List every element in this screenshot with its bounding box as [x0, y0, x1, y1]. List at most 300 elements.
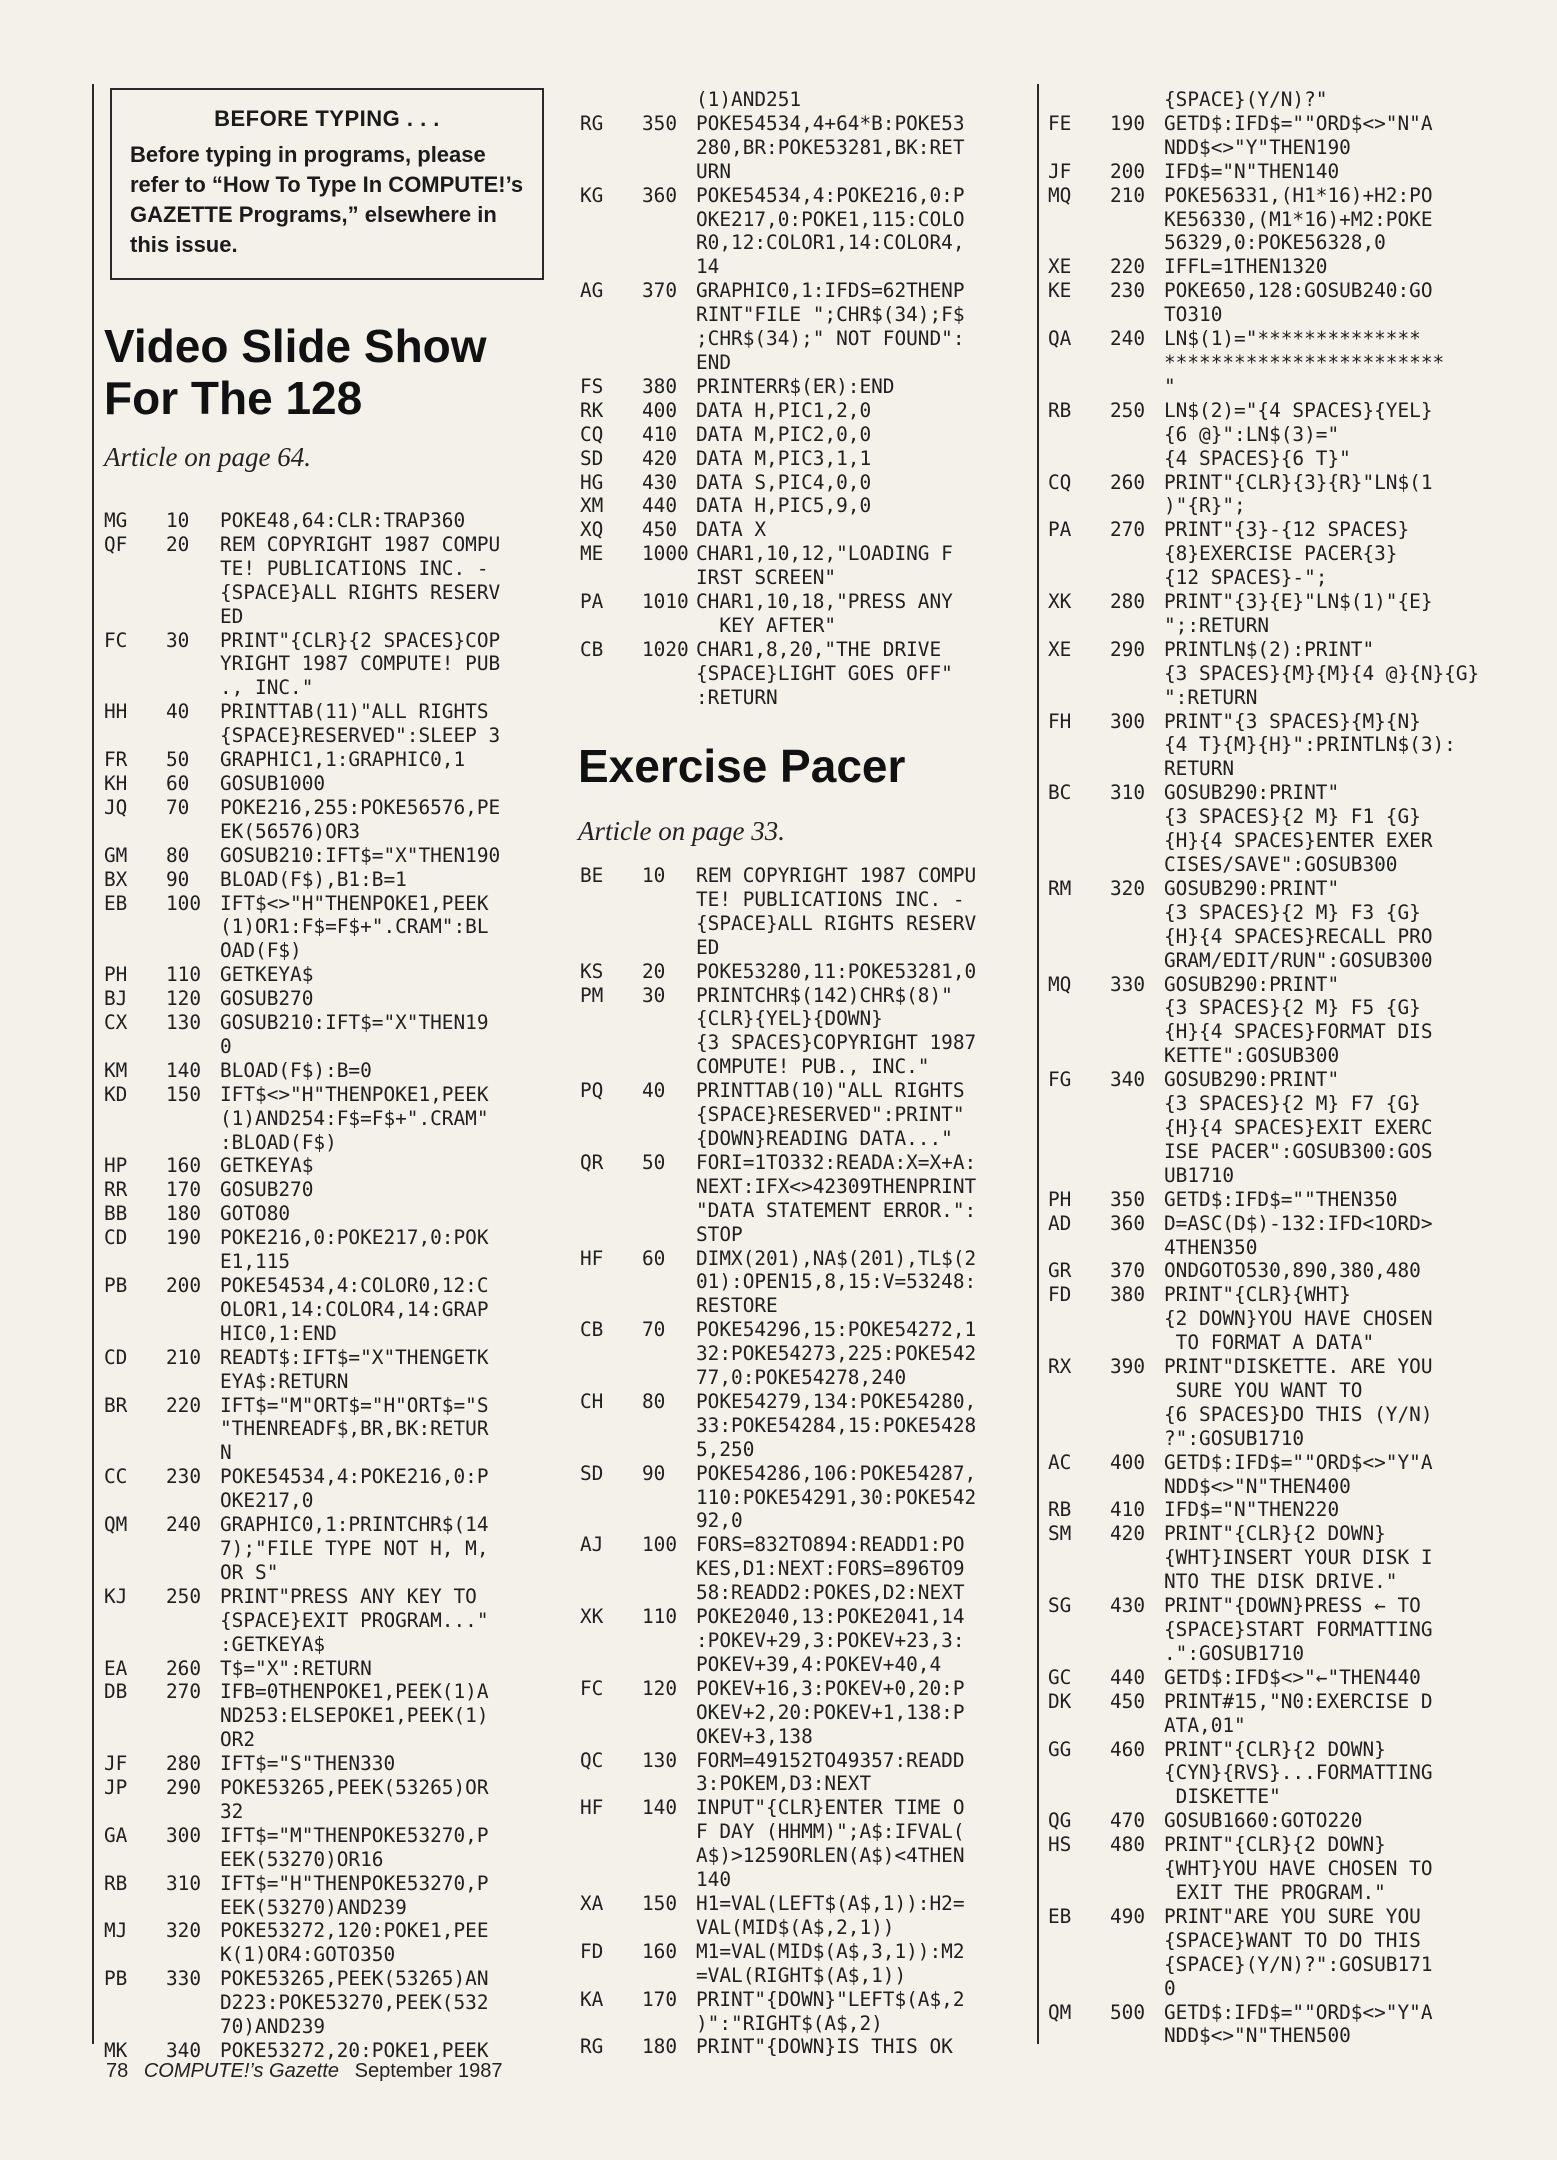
checksum-code: FC — [104, 628, 128, 652]
checksum-code: MQ — [1048, 183, 1072, 207]
checksum-code: QM — [104, 1513, 128, 1537]
listing-line — [580, 1653, 1040, 1677]
line-number — [642, 1629, 696, 1653]
listing-line — [1048, 1164, 1518, 1188]
checksum-code — [1048, 1427, 1110, 1451]
line-text: PRINT"{DOWN}PRESS ← TO — [1164, 1594, 1421, 1618]
listing-line — [104, 1059, 574, 1083]
listing-line — [580, 255, 1040, 279]
checksum-code: AG — [580, 279, 604, 303]
line-number: 220 — [1110, 255, 1146, 279]
checksum-code — [1048, 829, 1110, 853]
listing-line — [580, 1820, 1040, 1844]
line-text: POKE53265,PEEK(53265)AN — [220, 1967, 489, 1991]
checksum-code: KJ — [104, 1584, 128, 1608]
line-number: 210 — [1110, 183, 1146, 207]
listing-line — [104, 1346, 574, 1370]
listing-line — [104, 1800, 574, 1824]
line-number — [1110, 949, 1164, 973]
listing-line — [104, 748, 574, 772]
checksum-code: QC — [580, 1748, 604, 1772]
listing-line — [1048, 877, 1518, 901]
checksum-code — [1048, 1570, 1110, 1594]
checksum-code: XQ — [580, 518, 604, 542]
line-text: LN$(2)="{4 SPACES}{YEL} — [1164, 398, 1433, 422]
line-text: 32 — [220, 1799, 244, 1823]
checksum-code — [104, 1322, 166, 1346]
listing-line — [580, 1605, 1040, 1629]
checksum-code: RG — [580, 111, 604, 135]
checksum-code: RB — [1048, 398, 1072, 422]
line-number: 160 — [642, 1939, 678, 1963]
line-number: 170 — [166, 1178, 202, 1202]
listing-line — [580, 888, 1040, 912]
checksum-code — [1048, 1857, 1110, 1881]
checksum-code: PM — [580, 983, 604, 1007]
column-1 — [104, 320, 554, 473]
checksum-code — [1048, 1331, 1110, 1355]
listing-line — [580, 327, 1040, 351]
program-listing-exercise-pacer-continued — [1048, 88, 1518, 2048]
listing-line — [1048, 1666, 1518, 1690]
listing-line — [580, 1557, 1040, 1581]
listing-line — [580, 590, 1040, 614]
listing-line — [1048, 1905, 1518, 1929]
checksum-code — [1048, 1618, 1110, 1642]
checksum-code: MQ — [1048, 972, 1072, 996]
line-number — [642, 1916, 696, 1940]
checksum-code — [580, 231, 642, 255]
listing-line — [104, 963, 574, 987]
line-number — [642, 1342, 696, 1366]
line-text: POKE53280,11:POKE53281,0 — [696, 959, 977, 983]
line-number — [1110, 733, 1164, 757]
listing-line — [104, 1943, 574, 1967]
line-text: E1,115 — [220, 1250, 291, 1274]
line-number — [1110, 901, 1164, 925]
listing-line — [580, 88, 1040, 112]
line-number — [642, 614, 696, 638]
line-text: GOSUB270 — [220, 987, 314, 1011]
line-number — [642, 662, 696, 686]
listing-line — [580, 1844, 1040, 1868]
checksum-code: RM — [1048, 876, 1072, 900]
line-text: ?":GOSUB1710 — [1164, 1426, 1305, 1450]
listing-line — [1048, 375, 1518, 399]
listing-line — [580, 1366, 1040, 1390]
line-number — [166, 557, 220, 581]
line-text: {H}{4 SPACES}FORMAT DIS — [1164, 1020, 1433, 1044]
listing-line — [580, 1868, 1040, 1892]
listing-line — [1048, 88, 1518, 112]
line-text: POKE48,64:CLR:TRAP360 — [220, 509, 466, 532]
checksum-code — [104, 1991, 166, 2015]
listing-line — [580, 566, 1040, 590]
listing-line — [580, 423, 1040, 447]
listing-line — [580, 1079, 1040, 1103]
checksum-code — [1048, 1881, 1110, 1905]
listing-line — [1048, 279, 1518, 303]
line-number — [166, 676, 220, 700]
line-text: POKE54279,134:POKE54280, — [696, 1389, 977, 1413]
checksum-code: PA — [1048, 518, 1072, 542]
listing-line — [104, 1776, 574, 1800]
line-text: DATA M,PIC2,0,0 — [696, 422, 872, 446]
line-number — [642, 255, 696, 279]
checksum-code — [580, 136, 642, 160]
checksum-code: CQ — [580, 422, 604, 446]
line-text: )"{R}"; — [1164, 494, 1246, 518]
checksum-code — [104, 915, 166, 939]
listing-line — [1048, 662, 1518, 686]
page-number: 78 — [106, 2060, 129, 2082]
line-text: CHAR1,10,18,"PRESS ANY — [696, 590, 953, 614]
line-number — [1110, 1140, 1164, 1164]
line-text: 32:POKE54273,225:POKE542 — [696, 1342, 977, 1366]
line-text: PRINTTAB(11)"ALL RIGHTS — [220, 700, 489, 724]
listing-line — [104, 1513, 574, 1537]
line-text: D223:POKE53270,PEEK(532 — [220, 1991, 489, 2015]
listing-line — [104, 1202, 574, 1226]
checksum-code: XK — [1048, 590, 1072, 614]
line-number — [1110, 1953, 1164, 1977]
line-number: 310 — [1110, 781, 1146, 805]
line-text: {3 SPACES}COPYRIGHT 1987 — [696, 1031, 977, 1055]
line-number — [1110, 88, 1164, 112]
line-text: BLOAD(F$),B1:B=1 — [220, 867, 407, 891]
checksum-code: FE — [1048, 111, 1072, 135]
line-text: R0,12:COLOR1,14:COLOR4, — [696, 231, 965, 255]
checksum-code: CD — [104, 1345, 128, 1369]
line-text: GETD$:IFD$=""ORD$<>"Y"A — [1164, 1450, 1433, 1474]
line-text: ;CHR$(34);" NOT FOUND": — [696, 327, 965, 351]
checksum-code: FD — [580, 1939, 604, 1963]
line-number — [642, 303, 696, 327]
listing-line — [1048, 1092, 1518, 1116]
line-number: 250 — [1110, 398, 1146, 422]
checksum-code — [580, 1438, 642, 1462]
line-text: PRINT#15,"N0:EXERCISE D — [1164, 1689, 1433, 1713]
line-text: TE! PUBLICATIONS INC. - — [696, 887, 965, 911]
line-number — [1110, 853, 1164, 877]
line-text: 70)AND239 — [220, 2015, 326, 2039]
checksum-code — [1048, 208, 1110, 232]
line-text: POKE54534,4:POKE216,0:P — [220, 1465, 489, 1489]
line-number — [1110, 925, 1164, 949]
listing-line — [104, 1680, 574, 1704]
line-number: 380 — [642, 374, 678, 398]
line-number — [1110, 1618, 1164, 1642]
line-text: GETKEYA$ — [220, 963, 314, 987]
line-text: PRINT"{DOWN}"LEFT$(A$,2 — [696, 1987, 965, 2011]
line-number: 60 — [166, 771, 190, 795]
listing-line — [580, 399, 1040, 423]
line-number: 410 — [642, 422, 678, 446]
listing-line — [104, 1250, 574, 1274]
checksum-code: QM — [1048, 2000, 1072, 2024]
listing-line — [580, 1892, 1040, 1916]
line-number: 230 — [1110, 279, 1146, 303]
checksum-code: GR — [1048, 1259, 1072, 1283]
listing-line — [1048, 781, 1518, 805]
line-text: {3 SPACES}{2 M} F1 {G} — [1164, 805, 1421, 829]
line-text: EK(56576)OR3 — [220, 819, 361, 843]
line-text: STOP — [696, 1222, 743, 1246]
checksum-code: JQ — [104, 795, 128, 819]
line-number — [166, 1943, 220, 1967]
line-number — [1110, 1881, 1164, 1905]
line-number: 150 — [642, 1891, 678, 1915]
checksum-code: KG — [580, 183, 604, 207]
checksum-code: QG — [1048, 1809, 1072, 1833]
listing-line — [1048, 112, 1518, 136]
line-number: 60 — [642, 1246, 666, 1270]
line-text: OLOR1,14:COLOR4,14:GRAP — [220, 1297, 489, 1321]
line-number — [1110, 1403, 1164, 1427]
listing-line — [1048, 1785, 1518, 1809]
checksum-code: RK — [580, 398, 604, 422]
line-text: SURE YOU WANT TO — [1164, 1378, 1363, 1402]
checksum-code — [1048, 1714, 1110, 1738]
line-number — [642, 1509, 696, 1533]
line-text: {H}{4 SPACES}ENTER EXER — [1164, 829, 1433, 853]
checksum-code: HS — [1048, 1833, 1072, 1857]
checksum-code — [580, 1294, 642, 1318]
listing-line — [580, 279, 1040, 303]
line-number — [1110, 662, 1164, 686]
checksum-code: ME — [580, 542, 604, 566]
line-number: 300 — [1110, 709, 1146, 733]
checksum-code — [580, 303, 642, 327]
line-text: GOSUB1660:GOTO220 — [1164, 1809, 1363, 1833]
line-number: 20 — [642, 959, 666, 983]
listing-line — [1048, 1020, 1518, 1044]
checksum-code — [580, 1127, 642, 1151]
checksum-code: FC — [580, 1676, 604, 1700]
checksum-code — [1048, 1092, 1110, 1116]
checksum-code — [1048, 853, 1110, 877]
listing-line — [104, 1322, 574, 1346]
checksum-code — [580, 1772, 642, 1796]
line-text: ., INC." — [220, 676, 314, 700]
checksum-code — [1048, 1116, 1110, 1140]
line-text: POKE54296,15:POKE54272,1 — [696, 1318, 977, 1342]
listing-line — [580, 542, 1040, 566]
line-number — [642, 1055, 696, 1079]
line-text: DATA H,PIC1,2,0 — [696, 398, 872, 422]
listing-line — [104, 1226, 574, 1250]
line-text: REM COPYRIGHT 1987 COMPU — [696, 864, 977, 887]
checksum-code: BC — [1048, 781, 1072, 805]
checksum-code — [580, 614, 642, 638]
checksum-code: EB — [104, 891, 128, 915]
checksum-code — [580, 1223, 642, 1247]
listing-line — [580, 614, 1040, 638]
listing-line — [104, 1824, 574, 1848]
line-text: " — [1164, 374, 1176, 398]
line-number: 290 — [166, 1776, 202, 1800]
listing-line — [580, 112, 1040, 136]
checksum-code: CH — [580, 1389, 604, 1413]
line-number — [642, 231, 696, 255]
line-text: M1=VAL(MID$(A$,3,1)):M2 — [696, 1939, 965, 1963]
line-number — [1110, 996, 1164, 1020]
line-text: {SPACE}(Y/N)?":GOSUB171 — [1164, 1952, 1433, 1976]
checksum-code — [104, 1489, 166, 1513]
line-number — [642, 912, 696, 936]
checksum-code — [104, 1107, 166, 1131]
listing-line — [580, 686, 1040, 710]
checksum-code: JP — [104, 1776, 128, 1800]
line-text: PRINT"{DOWN}IS THIS OK — [696, 2035, 953, 2059]
line-text: OR2 — [220, 1728, 256, 1752]
line-number — [1110, 1761, 1164, 1785]
line-text: POKE54534,4:POKE216,0:P — [696, 183, 965, 207]
line-text: 110:POKE54291,30:POKE542 — [696, 1485, 977, 1509]
checksum-code: XE — [1048, 255, 1072, 279]
checksum-code — [1048, 351, 1110, 375]
checksum-code — [580, 1916, 642, 1940]
listing-line — [1048, 1618, 1518, 1642]
line-number: 50 — [166, 748, 190, 772]
line-text: {12 SPACES}-"; — [1164, 566, 1328, 590]
checksum-code: PQ — [580, 1079, 604, 1103]
line-number: 170 — [642, 1987, 678, 2011]
line-number — [642, 1964, 696, 1988]
checksum-code — [104, 1441, 166, 1465]
listing-line — [580, 1581, 1040, 1605]
checksum-code — [580, 888, 642, 912]
line-number — [166, 1537, 220, 1561]
listing-line — [580, 375, 1040, 399]
listing-line — [1048, 494, 1518, 518]
line-number — [166, 915, 220, 939]
line-text: ":RETURN — [1164, 685, 1258, 709]
checksum-code — [1048, 1044, 1110, 1068]
line-text: {WHT}YOU HAVE CHOSEN TO — [1164, 1857, 1433, 1881]
line-number — [166, 1991, 220, 2015]
line-number — [166, 1896, 220, 1920]
checksum-code — [1048, 1307, 1110, 1331]
listing-line — [580, 1988, 1040, 2012]
listing-line — [580, 1964, 1040, 1988]
line-text: {6 @}":LN$(3)=" — [1164, 422, 1340, 446]
checksum-code — [580, 1629, 642, 1653]
line-number — [1110, 2024, 1164, 2048]
checksum-code — [1048, 925, 1110, 949]
line-number: 190 — [166, 1226, 202, 1250]
line-text: 56329,0:POKE56328,0 — [1164, 231, 1386, 255]
line-text: NTO THE DISK DRIVE." — [1164, 1570, 1398, 1594]
listing-line — [580, 1796, 1040, 1820]
line-number — [1110, 1307, 1164, 1331]
checksum-code: CC — [104, 1465, 128, 1489]
checksum-code — [1048, 1785, 1110, 1809]
checksum-code — [104, 557, 166, 581]
line-number: 450 — [642, 518, 678, 542]
listing-line — [104, 629, 574, 653]
checksum-code — [580, 936, 642, 960]
line-number: 470 — [1110, 1809, 1146, 1833]
listing-line — [1048, 255, 1518, 279]
line-text: KE56330,(M1*16)+M2:POKE — [1164, 207, 1433, 231]
checksum-code — [580, 327, 642, 351]
line-text: "THENREADF$,BR,BK:RETUR — [220, 1417, 489, 1441]
line-text: IFT$="S"THEN330 — [220, 1752, 396, 1776]
checksum-code — [1048, 1403, 1110, 1427]
line-number — [642, 1653, 696, 1677]
checksum-code — [1048, 662, 1110, 686]
line-number — [642, 1294, 696, 1318]
checksum-code — [1048, 1164, 1110, 1188]
line-text: UB1710 — [1164, 1163, 1235, 1187]
line-text: NDD$<>"N"THEN500 — [1164, 2024, 1351, 2048]
checksum-code: GA — [104, 1823, 128, 1847]
line-number — [642, 1820, 696, 1844]
line-number — [1110, 542, 1164, 566]
line-text: {SPACE}RESERVED":PRINT" — [696, 1103, 965, 1127]
line-text: {2 DOWN}YOU HAVE CHOSEN — [1164, 1307, 1433, 1331]
line-text: {3 SPACES}{2 M} F3 {G} — [1164, 900, 1421, 924]
line-text: ND253:ELSEPOKE1,PEEK(1) — [220, 1704, 489, 1728]
checksum-code — [580, 160, 642, 184]
line-text: RESTORE — [696, 1294, 778, 1318]
listing-line — [1048, 1714, 1518, 1738]
checksum-code — [580, 1701, 642, 1725]
line-number: 190 — [1110, 111, 1146, 135]
checksum-code — [580, 1103, 642, 1127]
line-text: IFB=0THENPOKE1,PEEK(1)A — [220, 1680, 489, 1704]
line-number: 220 — [166, 1393, 202, 1417]
line-number: 100 — [166, 891, 202, 915]
line-number — [642, 351, 696, 375]
checksum-code — [1048, 1475, 1110, 1499]
line-number — [166, 820, 220, 844]
listing-line — [580, 1247, 1040, 1271]
checksum-code: AJ — [580, 1533, 604, 1557]
checksum-code: RB — [1048, 1498, 1072, 1522]
checksum-code: PH — [1048, 1187, 1072, 1211]
line-number: 280 — [166, 1752, 202, 1776]
line-text: KETTE":GOSUB300 — [1164, 1044, 1340, 1068]
listing-line — [580, 984, 1040, 1008]
line-number — [166, 1131, 220, 1155]
checksum-code: JF — [104, 1752, 128, 1776]
line-number — [166, 1035, 220, 1059]
line-number — [166, 1370, 220, 1394]
listing-line — [580, 638, 1040, 662]
line-number — [1110, 757, 1164, 781]
program-listing-exercise-pacer — [580, 864, 1040, 2059]
checksum-code — [104, 581, 166, 605]
listing-line — [1048, 1355, 1518, 1379]
listing-line — [1048, 1427, 1518, 1451]
line-text: =VAL(RIGHT$(A$,1)) — [696, 1963, 907, 1987]
line-text: {6 SPACES}DO THIS (Y/N) — [1164, 1402, 1433, 1426]
checksum-code: HG — [580, 470, 604, 494]
checksum-code: GG — [1048, 1737, 1072, 1761]
line-number — [166, 2015, 220, 2039]
line-text: "DATA STATEMENT ERROR.": — [696, 1198, 977, 1222]
listing-line — [104, 700, 574, 724]
checksum-code — [1048, 1929, 1110, 1953]
line-text: REM COPYRIGHT 1987 COMPU — [220, 532, 501, 556]
line-number — [642, 1486, 696, 1510]
article-title-video-slide-show: Video Slide Show For The 128 — [104, 320, 487, 424]
line-text: POKE650,128:GOSUB240:GO — [1164, 279, 1433, 303]
listing-line — [1048, 1283, 1518, 1307]
line-number — [1110, 208, 1164, 232]
